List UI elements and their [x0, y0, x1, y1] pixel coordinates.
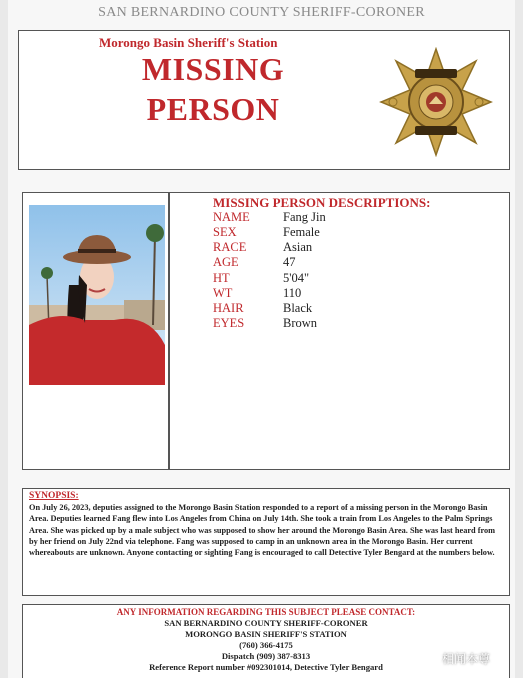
synopsis-box — [22, 488, 510, 596]
synopsis-text: On July 26, 2023, deputies assigned to the Morongo Basin Station responded to a report of a missing person in the Morongo Basin Area. Deputies learned Fang flew into Los Angeles from China on July 14th. She took a train from Los Angeles to the Palm Springs Area. She was picked up by a male subject who was supposed to show her around the Morongo Basin Area. She was last heard from by her friend on July 22nd via telephone. Fang was supposed to camp in an unknown area in the Morongo Basin. Her current whereabouts are unknown. Anyone contacting or sighting Fang is encouraged to call Detective Tyler Bengard at the numbers below. — [29, 503, 496, 558]
contact-line-agency: SAN BERNARDINO COUNTY SHERIFF-CORONER — [164, 618, 368, 628]
contact-line-phone: (760) 366-4175 — [239, 640, 293, 650]
desc-row-race: RACE Asian — [213, 240, 313, 254]
contact-title: ANY INFORMATION REGARDING THIS SUBJECT PLEASE CONTACT: — [116, 607, 416, 617]
agency-name: SAN BERNARDINO COUNTY SHERIFF-CORONER — [98, 5, 425, 20]
desc-row-height: HT 5'04" — [213, 271, 310, 285]
desc-row-weight: WT 110 — [213, 286, 302, 300]
contact-line-dispatch: Dispatch (909) 387-8313 — [221, 651, 311, 661]
header-box — [18, 30, 510, 170]
title-person: PERSON — [146, 91, 280, 127]
missing-person-photo — [29, 205, 165, 385]
watermark-text: 相闻本尊 — [442, 652, 491, 666]
description-box — [22, 192, 510, 470]
sheriff-star-badge-icon — [379, 47, 493, 157]
descriptions-title: MISSING PERSON DESCRIPTIONS: — [213, 195, 431, 210]
desc-row-name: NAME Fang Jin — [213, 210, 326, 224]
desc-row-sex: SEX Female — [213, 225, 320, 239]
desc-row-eyes: EYES Brown — [213, 316, 318, 330]
desc-row-age: AGE 47 — [213, 255, 296, 269]
synopsis-title: SYNOPSIS: — [29, 491, 79, 501]
title-missing: MISSING — [141, 51, 285, 87]
contact-line-station: MORONGO BASIN SHERIFF'S STATION — [185, 629, 347, 639]
desc-row-hair: HAIR Black — [213, 301, 313, 315]
column-divider — [168, 193, 170, 469]
contact-line-reference: Reference Report number #092301014, Detective Tyler Bengard — [149, 662, 383, 672]
contact-box — [22, 604, 510, 678]
station-name: Morongo Basin Sheriff's Station — [99, 35, 278, 50]
